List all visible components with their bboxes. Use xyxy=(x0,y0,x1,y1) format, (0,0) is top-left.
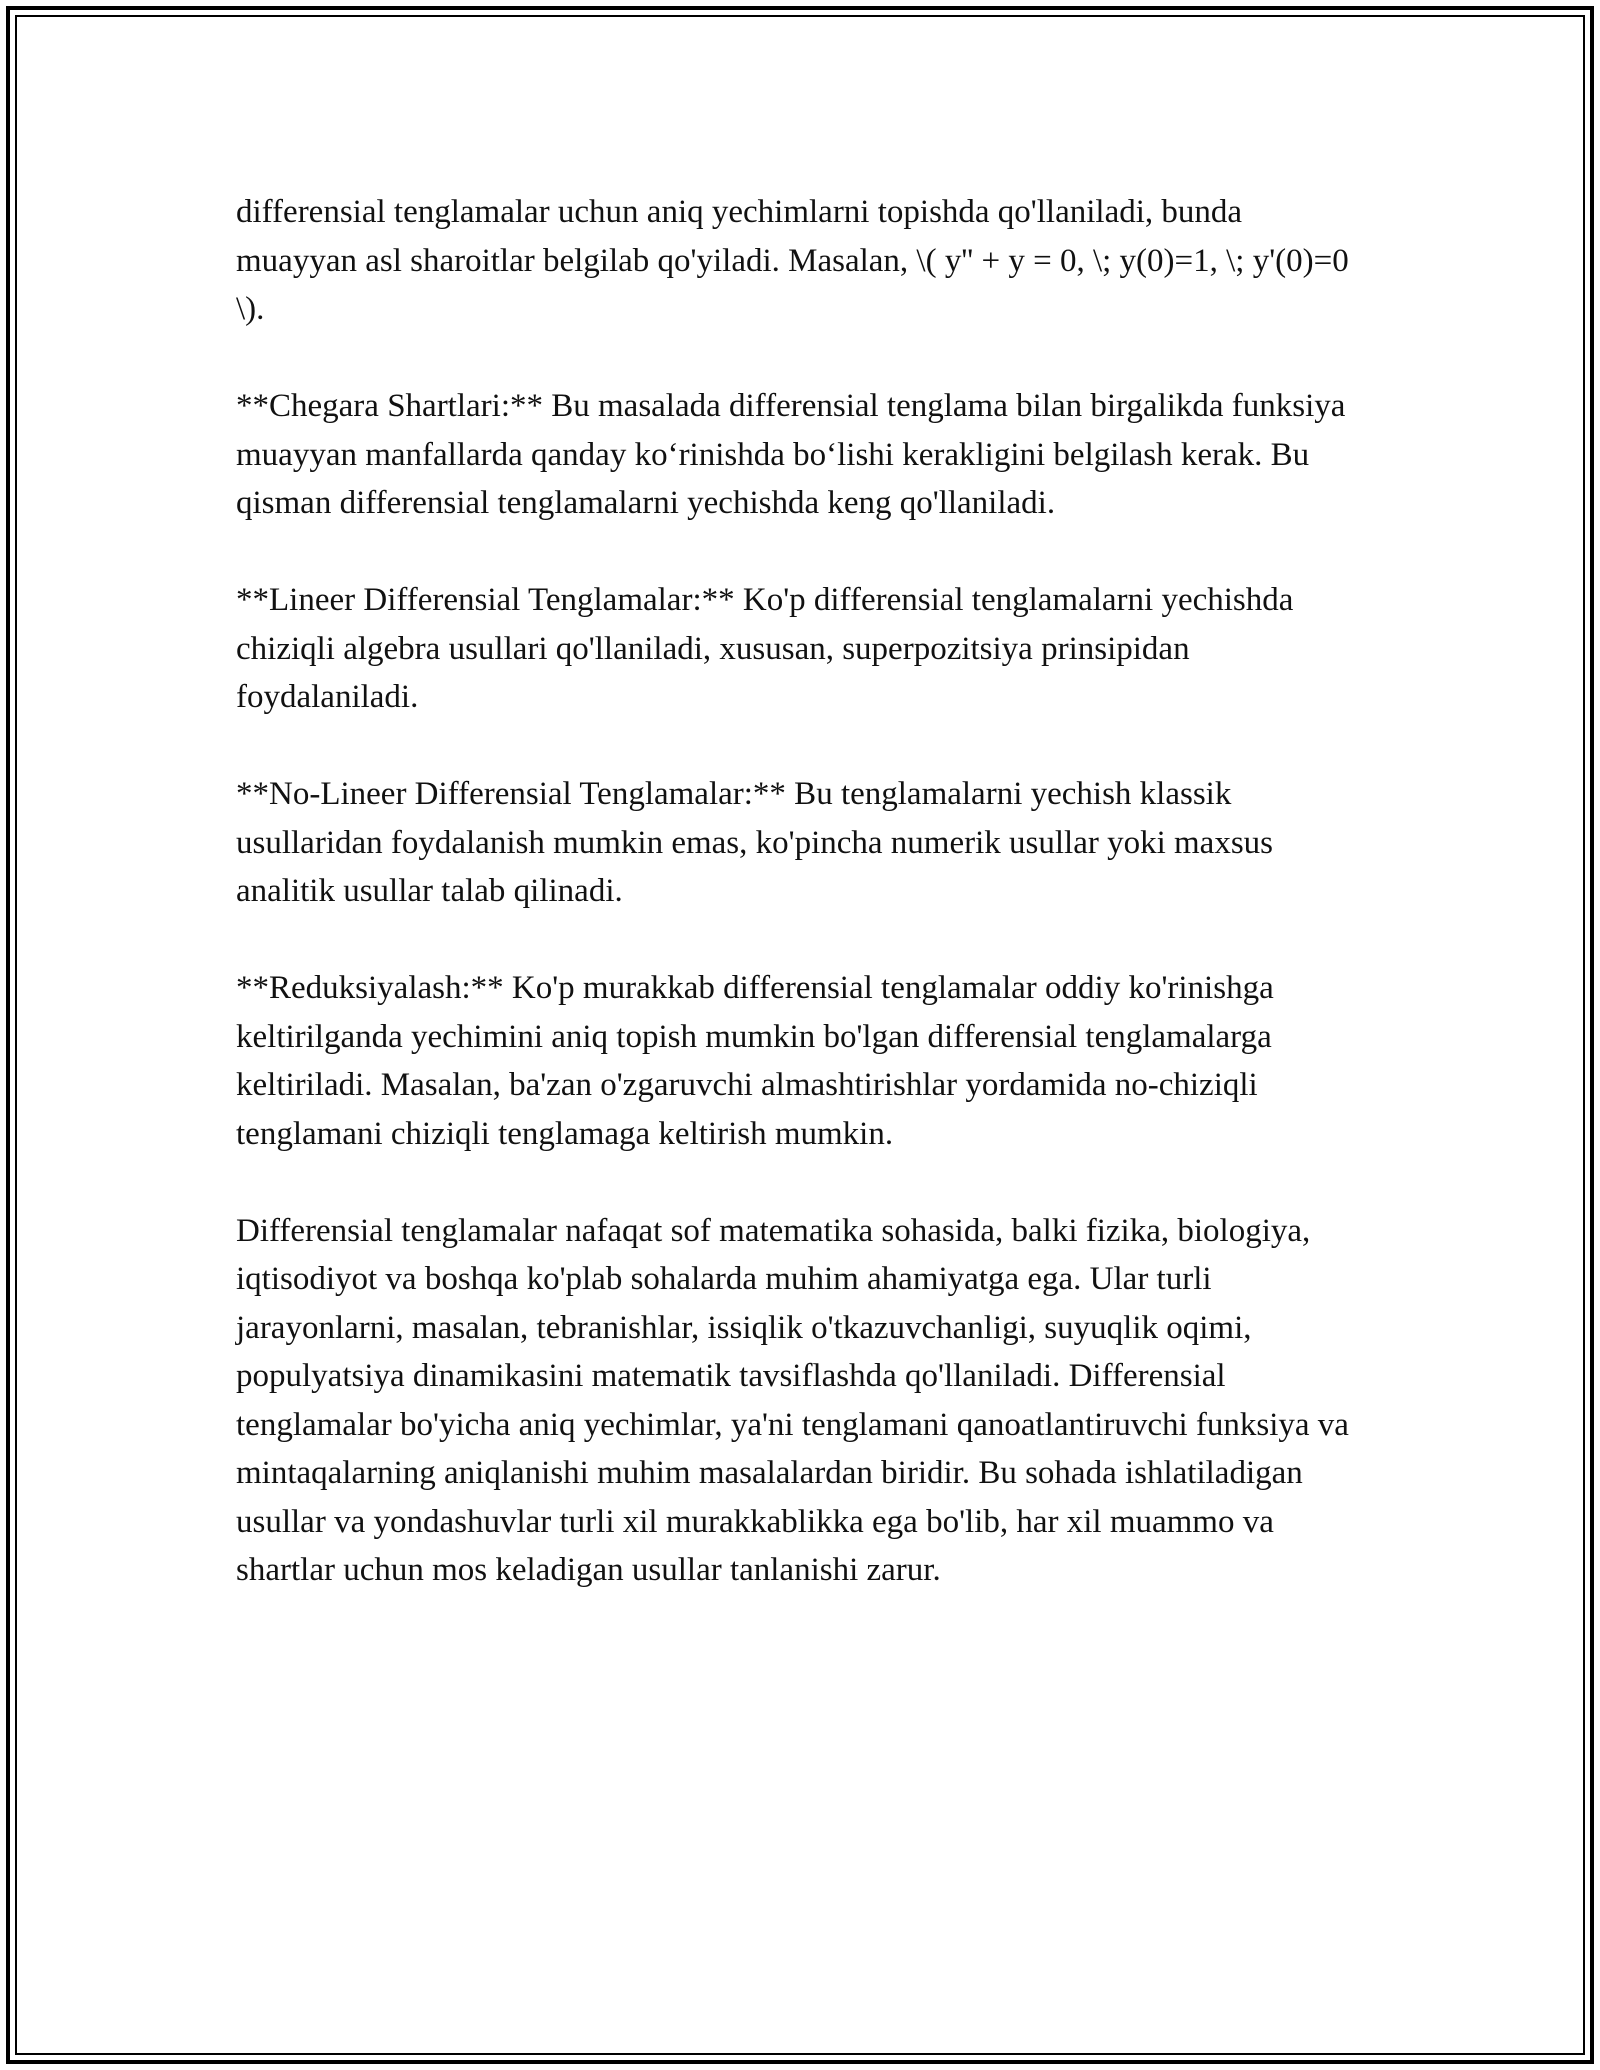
paragraph-boundary-conditions: **Chegara Shartlari:** Bu masalada differensial tenglama bilan birgalikda funksiya muayyan manfallarda qanday ko‘rinishda bo‘lishi kerakligini belgilash kerak. Bu qisman differensial tenglamalarni yechishda keng qo'llaniladi. xyxy=(236,388,1346,521)
paragraph-nonlinear-equations: **No-Lineer Differensial Tenglamalar:** Bu tenglamalarni yechish klassik usullaridan foydalanish mumkin emas, ko'pincha numerik usullar yoki maxsus analitik usullar talab qilinadi. xyxy=(236,776,1274,909)
paragraph-conclusion: Differensial tenglamalar nafaqat sof matematika sohasida, balki fizika, biologiya, iqtisodiyot va boshqa ko'plab sohalarda muhim ahamiyatga ega. Ular turli jarayonlarni, masalan, tebranishlar, issiqlik o'tkazuvchanligi, suyuqlik oqimi, populyatsiya dinamikasini matematik tavsiflashda qo'llaniladi. Differensial tenglamalar bo'yicha aniq yechimlar, ya'ni tenglamani qanoatlantiruvchi funksiya va mintaqalarning aniqlanishi muhim masalalardan biridir. Bu sohada ishlatiladigan usullar va yondashuvlar turli xil murakkablikka ega bo'lib, har xil muammo va shartlar uchun mos keladigan usullar tanlanishi zarur. xyxy=(236,1212,1349,1588)
paragraph-initial-conditions: differensial tenglamalar uchun aniq yechimlarni topishda qo'llaniladi, bunda muayyan asl sharoitlar belgilab qo'yiladi. Masalan, \( y'' + y = 0, \; y(0)=1, \; y'(0)=0 \). xyxy=(236,194,1349,327)
document-body xyxy=(236,188,1366,1595)
paragraph-linear-equations: **Lineer Differensial Tenglamalar:** Ko'p differensial tenglamalarni yechishda chiziqli algebra usullari qo'llaniladi, xususan, superpozitsiya prinsipidan foydalaniladi. xyxy=(236,582,1294,715)
paragraph-reduction: **Reduksiyalash:** Ko'p murakkab differensial tenglamalar oddiy ko'rinishga keltirilganda yechimini aniq topish mumkin bo'lgan differensial tenglamalarga keltiriladi. Masalan, ba'zan o'zgaruvchi almashtirishlar yordamida no-chiziqli tenglamani chiziqli tenglamaga keltirish mumkin. xyxy=(236,970,1274,1152)
